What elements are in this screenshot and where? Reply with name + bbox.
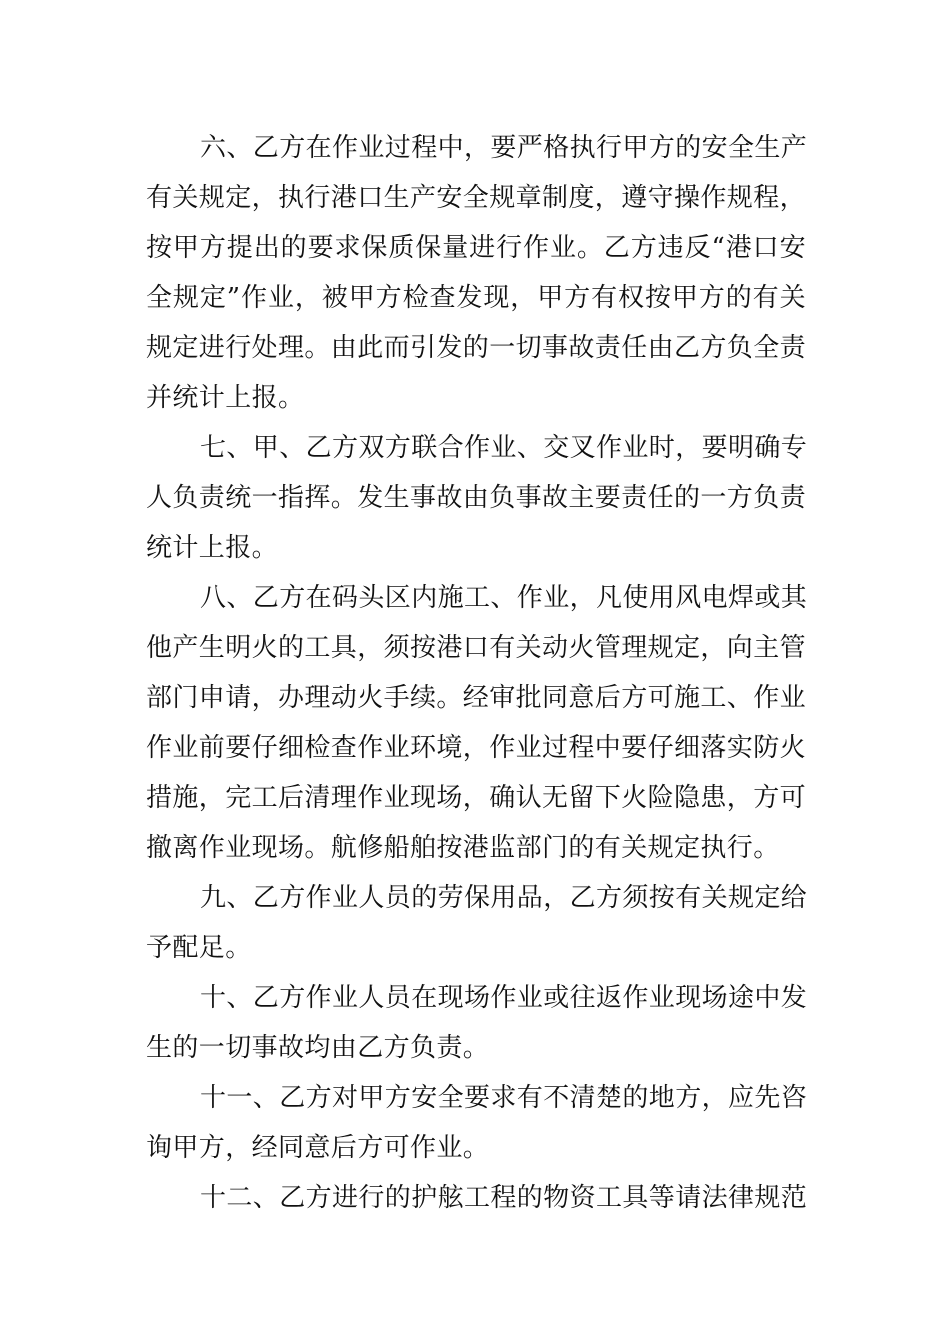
text-line: 七、甲、乙方双方联合作业、交叉作业时，要明确专 [200,433,808,463]
text-line: 按甲方提出的要求保质保量进行作业。乙方违反“港口安 [146,233,806,263]
text-line: 予配足。 [146,933,252,963]
text-line: 全规定”作业，被甲方检查发现，甲方有权按甲方的有关 [146,283,806,313]
text-line: 九、乙方作业人员的劳保用品，乙方须按有关规定给 [200,883,808,913]
text-line: 生的一切事故均由乙方负责。 [146,1033,490,1063]
text-line: 六、乙方在作业过程中，要严格执行甲方的安全生产 [200,133,808,163]
text-line: 措施，完工后清理作业现场，确认无留下火险隐患，方可 [146,783,807,813]
text-line: 十二、乙方进行的护舷工程的物资工具等请法律规范 [200,1183,808,1213]
text-line: 十、乙方作业人员在现场作业或往返作业现场途中发 [200,983,808,1013]
text-line: 询甲方，经同意后方可作业。 [146,1133,490,1163]
text-line: 部门申请，办理动火手续。经审批同意后方可施工、作业 [146,683,807,713]
text-line: 撤离作业现场。航修船舶按港监部门的有关规定执行。 [146,833,780,863]
text-line: 并统计上报。 [146,383,305,413]
text-line: 人负责统一指挥。发生事故由负事故主要责任的一方负责 [146,483,807,513]
text-line: 作业前要仔细检查作业环境，作业过程中要仔细落实防火 [146,733,807,763]
text-line: 规定进行处理。由此而引发的一切事故责任由乙方负全责 [146,333,807,363]
text-line: 他产生明火的工具，须按港口有关动火管理规定，向主管 [146,633,807,663]
text-line: 十一、乙方对甲方安全要求有不清楚的地方，应先咨 [200,1083,808,1113]
text-line: 八、乙方在码头区内施工、作业，凡使用风电焊或其 [200,583,808,613]
text-line: 有关规定，执行港口生产安全规章制度，遵守操作规程， [146,183,807,213]
text-line: 统计上报。 [146,533,279,563]
